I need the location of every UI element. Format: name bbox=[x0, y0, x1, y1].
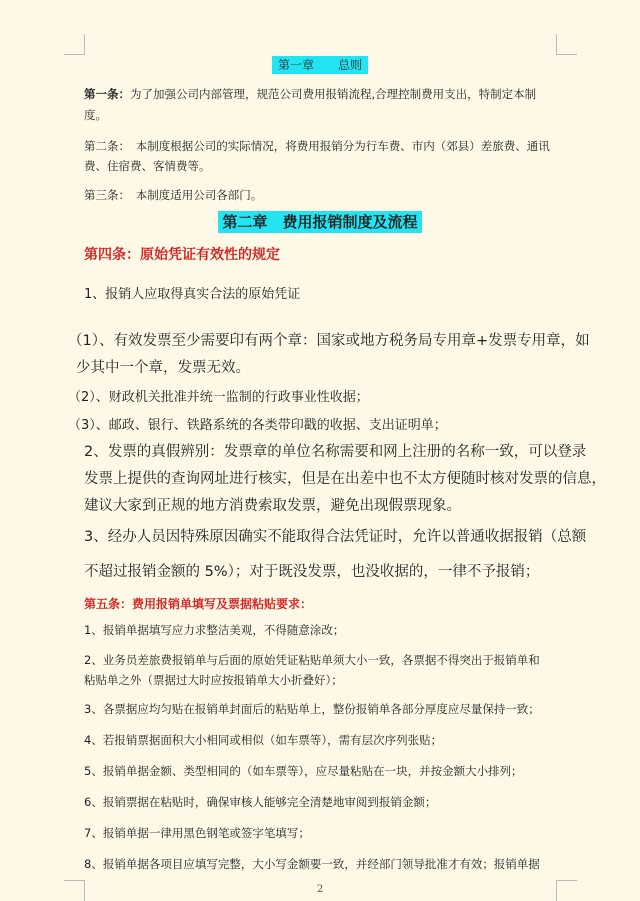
rule-5: 5、报销单据金额、类型相同的（如车票等），应尽量粘贴在一块，并按金额大小排列； bbox=[84, 764, 523, 778]
page-number: 2 bbox=[316, 884, 324, 895]
crop-mark-top-right bbox=[556, 34, 577, 55]
chapter-2-title: 第二章 费用报销制度及流程 bbox=[218, 211, 421, 233]
item-2-line-2: 发票上提供的查询网址进行核实，但是在出差中也不太方便随时核对发票的信息， bbox=[84, 471, 606, 487]
rule-7: 7、报销单据一律用黑色钢笔或签字笔填写； bbox=[84, 826, 310, 840]
item-1-3: （3）、邮政、银行、铁路系统的各类带印戳的收据、支出证明单； bbox=[68, 418, 447, 433]
article-1-text: 为了加强公司内部管理，规范公司费用报销流程,合理控制费用支出，特制定本制 bbox=[130, 87, 537, 101]
rule-2-line-1: 2、业务员差旅费报销单与后面的原始凭证粘贴单须大小一致，各票据不得突出于报销单和 bbox=[84, 653, 540, 667]
rule-6: 6、报销票据在粘贴时，确保审核人能够完全清楚地审阅到报销金额； bbox=[84, 795, 437, 809]
article-2-line-1: 第二条： 本制度根据公司的实际情况，将费用报销分为行车费、市内（郊县）差旅费、通讯 bbox=[84, 139, 550, 153]
item-2-line-1: 2、发票的真假辨别：发票章的单位名称需要和网上注册的名称一致，可以登录 bbox=[84, 444, 587, 460]
chapter-1-heading bbox=[0, 56, 640, 73]
item-1-2: （2）、财政机关批准并统一监制的行政事业性收据； bbox=[68, 390, 369, 405]
item-2-line-3: 建议大家到正规的地方消费索取发票，避免出现假票现象。 bbox=[84, 498, 461, 514]
chapter-2-heading bbox=[0, 211, 640, 232]
crop-mark-top-left bbox=[64, 34, 85, 55]
item-3-line-1: 3、经办人员因特殊原因确实不能取得合法凭证时，允许以普通收据报销（总额 bbox=[84, 529, 587, 545]
article-3-line-1: 第三条： 本制度适用公司各部门。 bbox=[84, 188, 263, 202]
rule-1: 1、报销单据填写应力求整洁美观，不得随意涂改； bbox=[84, 623, 345, 637]
rule-8: 8、报销单据各项目应填写完整，大小写金额要一致，并经部门领导批准才有效；报销单据 bbox=[84, 857, 540, 871]
rule-2-line-2: 粘贴单之外（票据过大时应按报销单大小折叠好）； bbox=[84, 673, 343, 687]
item-1-1-line-2: 少其中一个章，发票无效。 bbox=[76, 360, 250, 376]
chapter-1-title: 第一章 总则 bbox=[272, 56, 368, 74]
article-1-line-1 bbox=[84, 86, 536, 102]
rule-3: 3、各票据应均匀贴在报销单封面后的粘贴单上，整份报销单各部分厚度应尽量保持一致； bbox=[84, 702, 540, 716]
item-1: 1、报销人应取得真实合法的原始凭证 bbox=[84, 287, 301, 302]
article-5-title: 第五条：费用报销单填写及票据粘贴要求： bbox=[84, 597, 313, 611]
rule-4: 4、若报销票据面积大小相同或相似（如车票等），需有层次序列张贴； bbox=[84, 733, 443, 747]
item-1-1-line-1: （1）、有效发票至少需要印有两个章：国家或地方税务局专用章+发票专用章，如 bbox=[68, 333, 590, 349]
article-1-line-2: 度。 bbox=[84, 108, 107, 122]
article-2-line-2: 费、住宿费、客情费等。 bbox=[84, 159, 211, 173]
article-4-title: 第四条：原始凭证有效性的规定 bbox=[84, 247, 280, 263]
article-1-label: 第一条： bbox=[84, 87, 130, 101]
item-3-line-2: 不超过报销金额的 5%）；对于既没发票，也没收据的，一律不予报销； bbox=[84, 564, 540, 580]
